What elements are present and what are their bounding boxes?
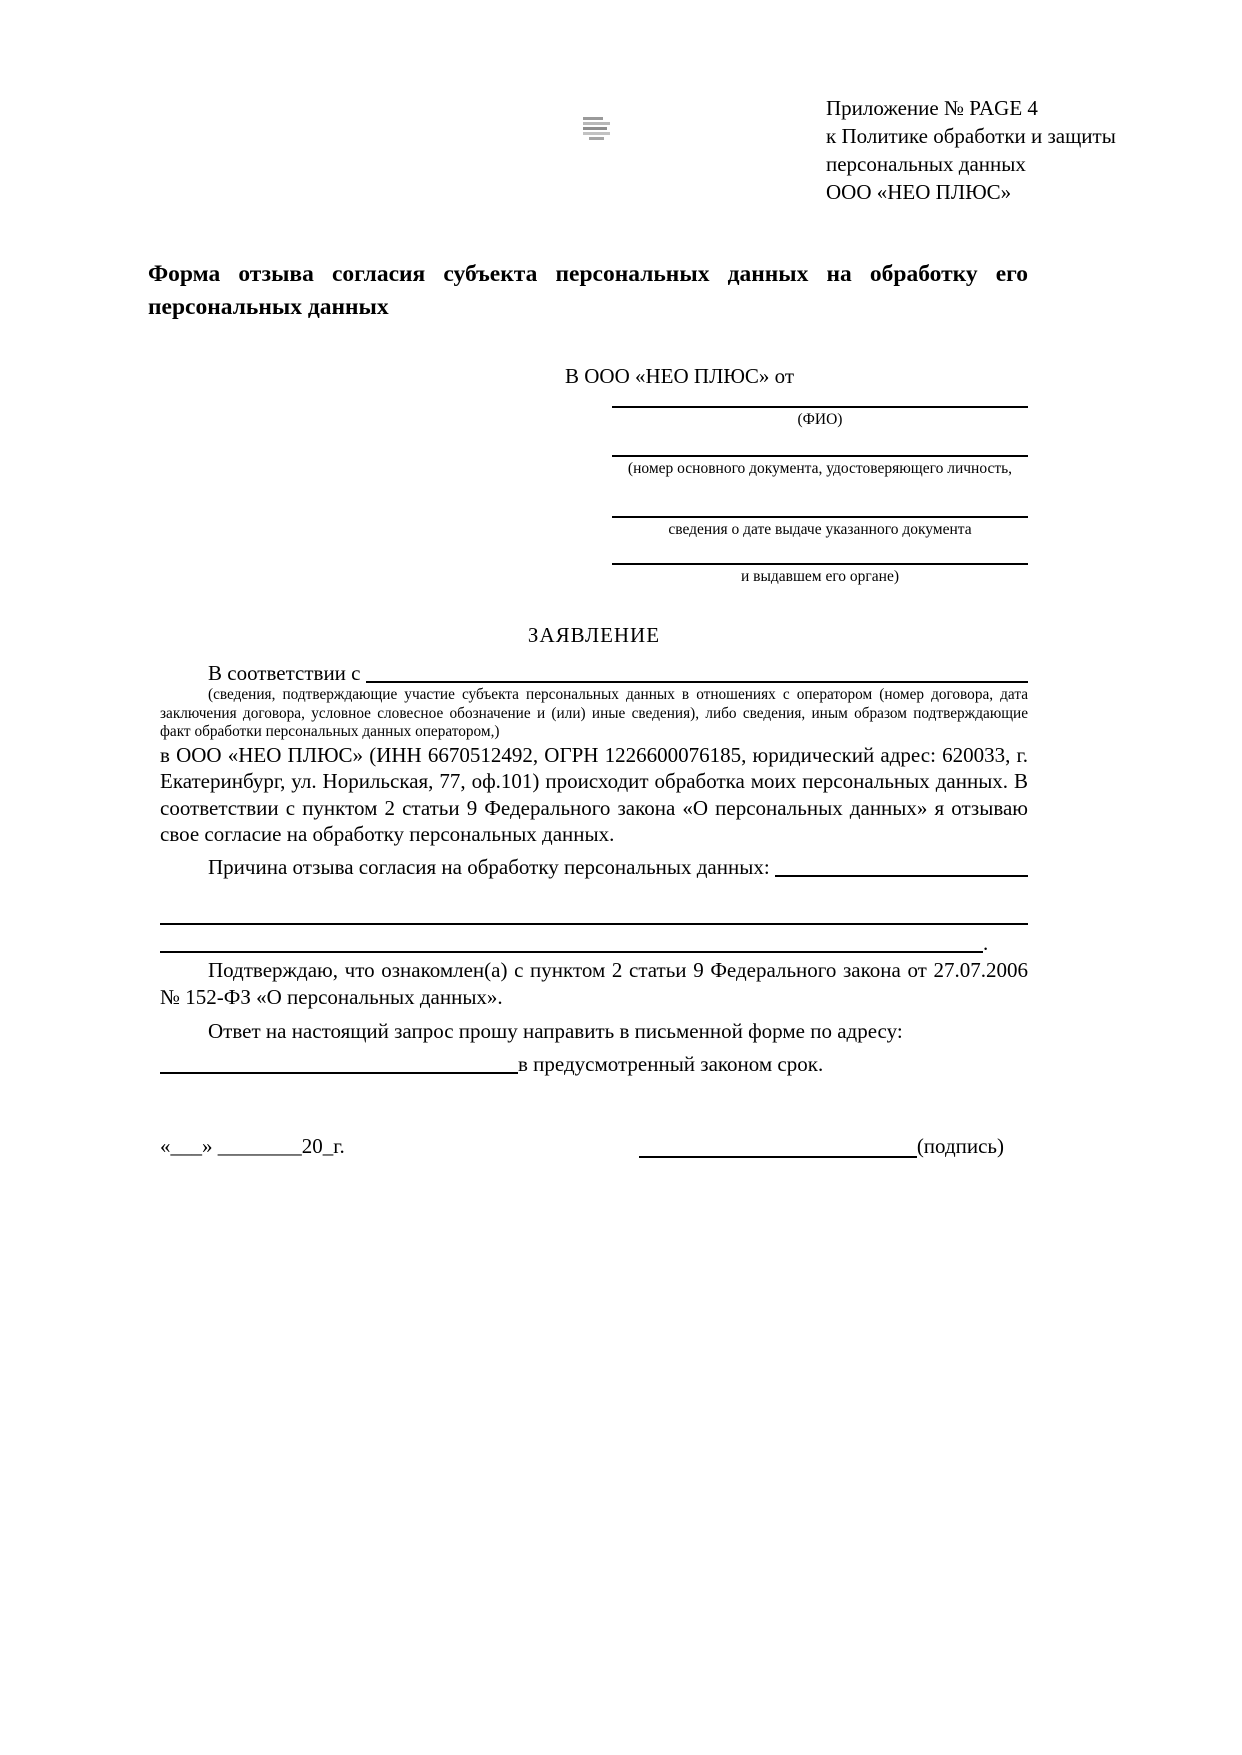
signature-fill-line <box>639 1132 917 1158</box>
confirmation-paragraph: Подтверждаю, что ознакомлен(а) с пунктом 2 статьи 9 Федерального закона от 27.07.2006 № 152-ФЗ «О персональных данных». <box>160 958 1028 1009</box>
addressee-block <box>565 362 1028 586</box>
issue-date-field <box>612 478 1028 539</box>
main-paragraph: в ООО «НЕО ПЛЮС» (ИНН 6670512492, ОГРН 1226600076185, юридический адрес: 620033, г. Екатеринбург, ул. Норильская, 77, оф.101) происходит обработка моих персональных данных. В соответствии с пунктом 2 статьи 9 Федерального закона «О персональных данных» я отзываю свое согласие на обработку персональных данных. <box>160 742 1028 847</box>
reply-request-label: Ответ на настоящий запрос прошу направить в письменной форме по адресу: <box>208 1019 903 1044</box>
fio-caption: (ФИО) <box>797 411 843 428</box>
appendix-header-line: ООО «НЕО ПЛЮС» <box>826 180 1012 204</box>
appendix-header <box>826 94 1116 206</box>
reason-line-period: . <box>983 931 989 956</box>
document-number-fill-line <box>612 429 1028 457</box>
signature-group <box>639 1132 1004 1160</box>
reason-fill-line <box>775 854 1028 878</box>
reply-address-fill-line <box>160 1051 518 1075</box>
reason-blank-line-2 <box>160 925 983 953</box>
issuing-authority-fill-line <box>612 539 1028 565</box>
appendix-header-line: персональных данных <box>826 152 1026 176</box>
addressee-to-line: В ООО «НЕО ПЛЮС» от <box>565 364 795 388</box>
issuing-authority-caption: и выдавшем его органе) <box>740 568 900 585</box>
document-number-field <box>612 429 1028 478</box>
reply-request-suffix: в предусмотренный законом срок. <box>518 1051 824 1076</box>
issue-date-caption: сведения о дате выдаче указанного документа <box>668 521 972 538</box>
fio-field <box>612 390 1028 429</box>
statement-body <box>160 622 1028 1077</box>
signature-caption: (подпись) <box>916 1134 1004 1158</box>
reason-row <box>160 854 1028 881</box>
document-title: Форма отзыва согласия субъекта персональных данных на обработку его персональных данных <box>148 261 1028 320</box>
accordance-prefix: В соответствии с <box>208 660 366 685</box>
document-number-caption: (номер основного документа, удостоверяющего личность, <box>627 460 1013 477</box>
reason-blank-line-1 <box>160 880 1028 925</box>
reply-address-row <box>160 1051 1028 1078</box>
accordance-fill-line <box>366 660 1028 684</box>
statement-heading: ЗАЯВЛЕНИЕ <box>527 623 661 647</box>
embedded-object-lines-icon <box>583 117 610 142</box>
date-blank: «___» ________20_г. <box>160 1134 345 1158</box>
reason-blank-line-2-row <box>160 925 1028 956</box>
appendix-header-line: Приложение № PAGE 4 <box>826 96 1038 120</box>
issuing-authority-field <box>612 539 1028 586</box>
accordance-row <box>160 660 1028 687</box>
signature-footer <box>160 1132 1028 1160</box>
appendix-header-line: к Политике обработки и защиты <box>826 124 1116 148</box>
reason-label: Причина отзыва согласия на обработку персональных данных: <box>208 854 775 879</box>
fio-fill-line <box>612 390 1028 408</box>
accordance-fine-print: (сведения, подтверждающие участие субъекта персональных данных в отношениях с оператором (номер договора, дата заключения договора, условное словесное обозначение и (или) иные сведения), либо сведения, иным образом подтверждающие факт обработки персональных данных оператором,) <box>160 686 1028 741</box>
issue-date-fill-line <box>612 478 1028 518</box>
